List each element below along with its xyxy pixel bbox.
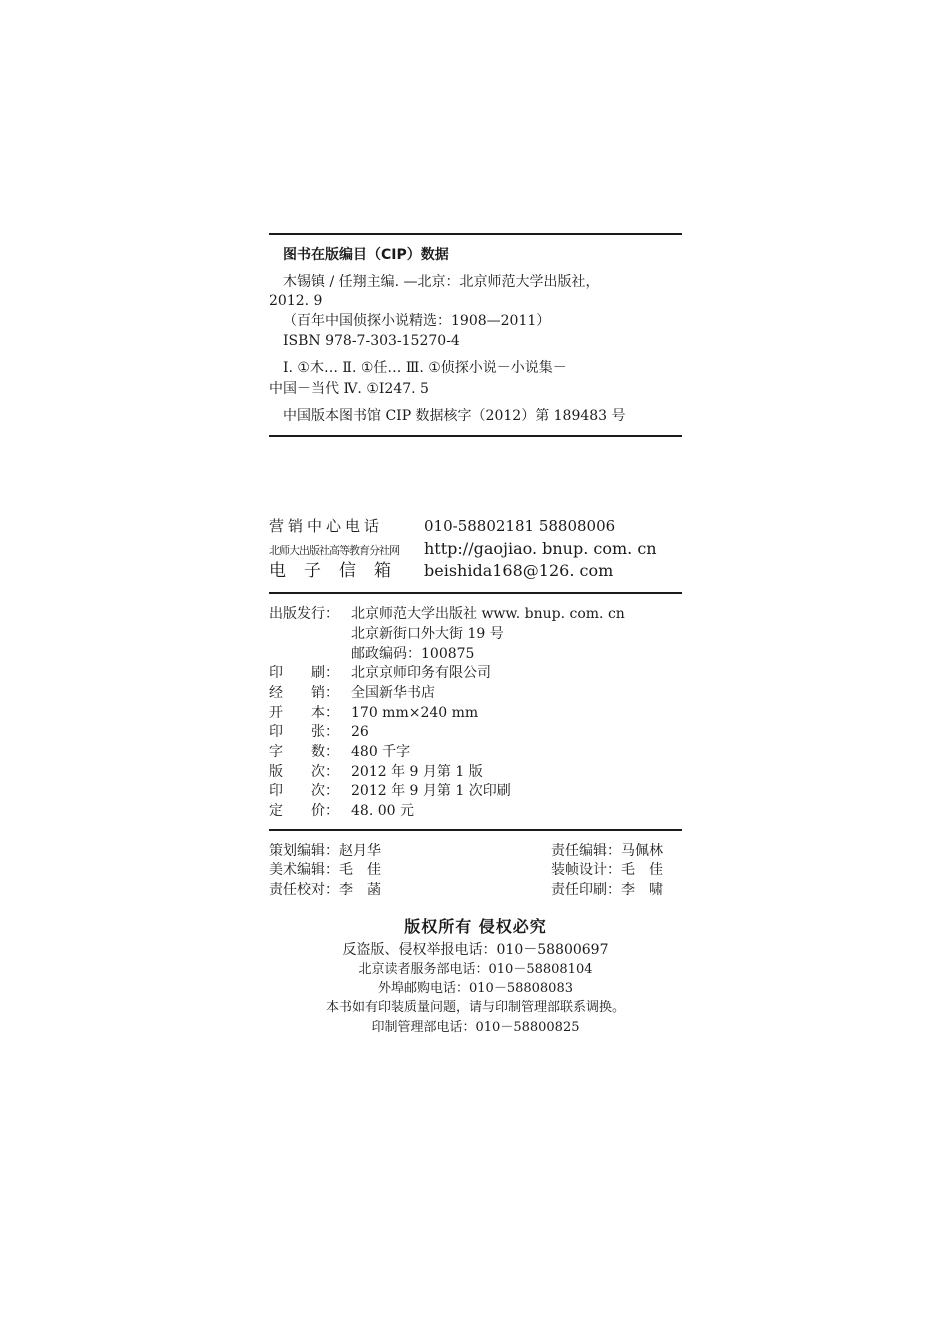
pub-row-4 — [269, 684, 435, 702]
cip-top-rule — [269, 233, 682, 235]
editor-right-1: 装帧设计：毛 佳 — [551, 862, 663, 878]
pub-label-0: 出版发行： — [269, 606, 339, 622]
pub-value-8: 2012 年 9 月第 1 版 — [351, 764, 483, 780]
pub-row-7 — [269, 743, 410, 761]
pub-value-2: 邮政编码：100875 — [351, 646, 475, 662]
pub-value-4: 全国新华书店 — [351, 685, 435, 701]
contact-row-web — [269, 540, 657, 560]
pub-value-5: 170 mm×240 mm — [351, 705, 479, 721]
footer-line-3: 本书如有印装质量问题，请与印制管理部联系调换。 — [325, 1000, 625, 1015]
pub-row-6 — [269, 723, 369, 741]
cip-line-3: （百年中国侦探小说精选：1908—2011） — [283, 313, 551, 329]
contact-row-email — [269, 561, 613, 581]
contact-phone-value: 010-58802181 58808006 — [424, 517, 616, 535]
pub-value-10: 48. 00 元 — [351, 803, 414, 819]
pub-row-8 — [269, 763, 483, 781]
pub-value-1: 北京新街口外大街 19 号 — [351, 626, 504, 642]
cip-line-4: ISBN 978-7-303-15270-4 — [283, 333, 460, 349]
pub-bottom-rule — [269, 829, 682, 831]
footer-line-1: 北京读者服务部电话：010－58808104 — [358, 962, 593, 977]
pub-label-7: 字 数： — [269, 744, 339, 760]
contact-web-value: http://gaojiao. bnup. com. cn — [424, 539, 657, 558]
pub-value-9: 2012 年 9 月第 1 次印刷 — [351, 783, 511, 799]
pub-label-3: 印 刷： — [269, 665, 339, 681]
pub-label-5: 开 本： — [269, 705, 339, 721]
cip-heading: 图书在版编目（CIP）数据 — [283, 247, 449, 263]
footer-line-4: 印制管理部电话：010－58800825 — [371, 1020, 580, 1035]
cip-line-5: Ⅰ. ①木… Ⅱ. ①任… Ⅲ. ①侦探小说－小说集－ — [283, 360, 567, 376]
pub-row-5 — [269, 704, 478, 722]
pub-row-0 — [269, 605, 625, 623]
editor-right-2: 责任印刷：李 啸 — [551, 882, 663, 898]
pub-label-9: 印 次： — [269, 783, 339, 799]
cip-line-6: 中国－当代 Ⅳ. ①I247. 5 — [269, 381, 429, 397]
footer-line-2: 外埠邮购电话：010－58808083 — [378, 981, 573, 996]
cip-line-2: 2012. 9 — [269, 293, 323, 309]
cip-line-7: 中国版本图书馆 CIP 数据核字（2012）第 189483 号 — [283, 408, 626, 424]
pub-value-3: 北京京师印务有限公司 — [351, 665, 491, 681]
contact-phone-label: 营销中心电话 — [269, 517, 384, 535]
pub-label-10: 定 价： — [269, 803, 339, 819]
contact-row-phone — [269, 517, 615, 535]
pub-label-6: 印 张： — [269, 724, 339, 740]
pub-label-4: 经 销： — [269, 685, 339, 701]
pub-row-3 — [269, 664, 491, 682]
pub-row-10 — [269, 802, 414, 820]
contact-bottom-rule — [269, 592, 682, 594]
piracy-report-line: 反盗版、侵权举报电话：010－58800697 — [342, 942, 609, 958]
pub-label-8: 版 次： — [269, 764, 339, 780]
pub-row-2 — [269, 645, 474, 663]
editor-left-2: 责任校对：李 菡 — [269, 882, 381, 898]
cip-line-1: 木锡镇 / 任翔主编. —北京：北京师范大学出版社， — [283, 274, 600, 290]
pub-value-7: 480 千字 — [351, 744, 411, 760]
contact-email-value: beishida168@126. com — [424, 561, 614, 580]
contact-email-label: 电子信箱 — [269, 561, 409, 581]
pub-row-1 — [269, 625, 504, 643]
editor-left-0: 策划编辑：赵月华 — [269, 843, 381, 859]
cip-bottom-rule — [269, 435, 682, 437]
pub-value-6: 26 — [351, 724, 369, 740]
editor-left-1: 美术编辑：毛 佳 — [269, 862, 381, 878]
editor-right-0: 责任编辑：马佩林 — [551, 843, 663, 859]
pub-value-0: 北京师范大学出版社 www. bnup. com. cn — [351, 606, 625, 622]
pub-row-9 — [269, 782, 511, 800]
copyright-title: 版权所有 侵权必究 — [404, 917, 547, 936]
contact-web-label: 北师大出版社高等教育分社网 — [269, 544, 399, 557]
